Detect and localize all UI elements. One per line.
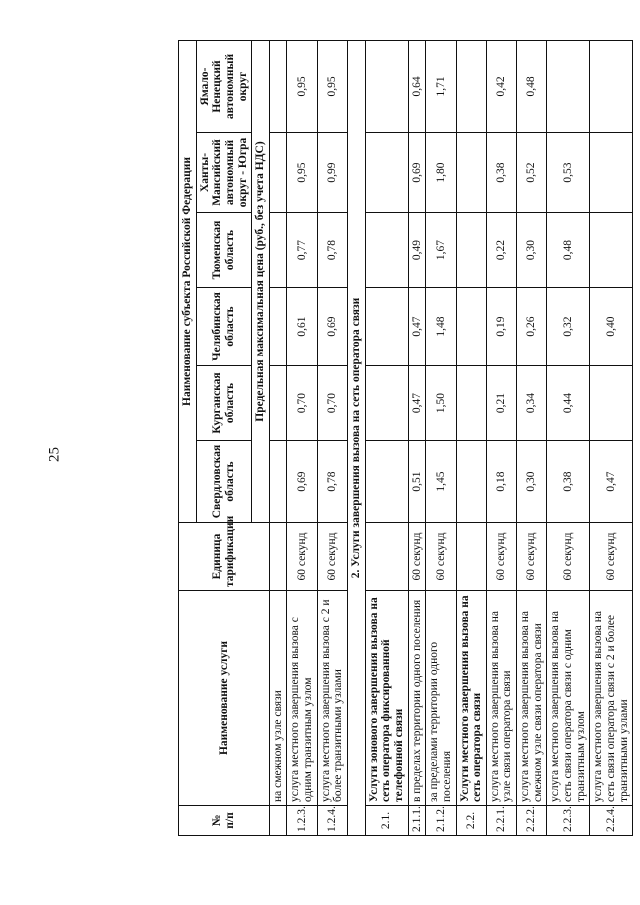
price-value: 0,48 (547, 213, 590, 288)
table-row (408, 40, 426, 835)
price-value: 0,70 (287, 366, 317, 441)
header-subject-chelyabinsk: Челябинская область (196, 288, 252, 366)
header-service: Наименование услуги (179, 591, 270, 806)
price-value: 0,78 (317, 441, 347, 523)
price-value: 0,34 (517, 366, 547, 441)
price-value (590, 133, 633, 213)
price-value: 1,71 (426, 40, 456, 132)
price-value: 0,38 (486, 133, 516, 213)
price-value: 0,26 (517, 288, 547, 366)
table-row (590, 40, 633, 835)
price-value: 0,47 (590, 441, 633, 523)
row-number: 2.1.2. (426, 806, 456, 836)
price-value (365, 288, 408, 366)
price-value (269, 133, 287, 213)
tariff-unit: 60 секунд (517, 523, 547, 591)
header-subject-sverdlovsk: Свердловская область (196, 441, 252, 523)
header-price-note: Предельная максимальная цена (руб., без учета НДС) (252, 40, 270, 522)
header-subject-khmao: Ханты-Мансийский автономный округ - Югра (196, 133, 252, 213)
price-value: 1,50 (426, 366, 456, 441)
tariff-unit: 60 секунд (317, 523, 347, 591)
table-row (365, 40, 408, 835)
price-value: 0,40 (590, 288, 633, 366)
price-value: 0,53 (547, 133, 590, 213)
price-value: 0,95 (317, 40, 347, 132)
price-value: 0,44 (547, 366, 590, 441)
price-value: 0,95 (287, 40, 317, 132)
service-name: услуга местного завершения вызова на сеть связи оператора связи с 2 и более транзитными узлами (590, 591, 633, 806)
price-value: 0,32 (547, 288, 590, 366)
table-row (287, 40, 317, 835)
table-row (426, 40, 456, 835)
section-row (348, 40, 366, 835)
service-name: услуга местного завершения вызова с 2 и более транзитными узлами (317, 591, 347, 806)
tariff-unit (269, 523, 287, 591)
price-value (365, 366, 408, 441)
price-value (269, 441, 287, 523)
rotated-table-frame (178, 41, 635, 836)
tariff-table (178, 40, 633, 836)
price-value: 0,48 (517, 40, 547, 132)
tariff-unit (365, 523, 408, 591)
header-subject-yanao: Ямало-Ненецкий автономный округ (196, 40, 252, 132)
table-row (456, 40, 486, 835)
table-row (547, 40, 590, 835)
tariff-unit: 60 секунд (590, 523, 633, 591)
table-row (486, 40, 516, 835)
price-value: 0,69 (287, 441, 317, 523)
header-subjects-group: Наименование субъекта Российской Федерации (179, 40, 197, 522)
price-value: 1,45 (426, 441, 456, 523)
price-value: 0,64 (408, 40, 426, 132)
price-value (456, 288, 486, 366)
service-name: услуга местного завершения вызова на сеть связи оператора связи с одним транзитным узлом (547, 591, 590, 806)
row-number (269, 806, 287, 836)
header-row-1 (179, 40, 197, 835)
price-value (456, 366, 486, 441)
price-value (365, 441, 408, 523)
header-num: № п/п (179, 806, 270, 836)
table-row (269, 40, 287, 835)
price-value: 1,80 (426, 133, 456, 213)
price-value (590, 366, 633, 441)
price-value: 0,78 (317, 213, 347, 288)
price-value (365, 213, 408, 288)
price-value: 0,49 (408, 213, 426, 288)
price-value (590, 40, 633, 132)
service-name: Услуги местного завершения вызова на сеть оператора связи (456, 591, 486, 806)
price-value: 0,47 (408, 366, 426, 441)
price-value: 0,38 (547, 441, 590, 523)
price-value: 0,30 (517, 213, 547, 288)
price-value (365, 40, 408, 132)
service-name: услуга местного завершения вызова с одним транзитным узлом (287, 591, 317, 806)
page-number: 25 (46, 447, 63, 462)
service-name: услуга местного завершения вызова на узле связи оператора связи (486, 591, 516, 806)
price-value: 1,67 (426, 213, 456, 288)
price-value (456, 40, 486, 132)
tariff-unit: 60 секунд (547, 523, 590, 591)
price-value (269, 40, 287, 132)
price-value (269, 366, 287, 441)
service-name: в пределах территории одного поселения (408, 591, 426, 806)
price-value (456, 133, 486, 213)
price-value (456, 441, 486, 523)
price-value: 0,69 (317, 288, 347, 366)
price-value: 0,30 (517, 441, 547, 523)
service-name: за пределами территории одного поселения (426, 591, 456, 806)
tariff-unit: 60 секунд (426, 523, 456, 591)
price-value (547, 40, 590, 132)
table-row (317, 40, 347, 835)
price-value: 0,47 (408, 288, 426, 366)
row-number: 1.2.4. (317, 806, 347, 836)
price-value: 0,52 (517, 133, 547, 213)
price-value (269, 288, 287, 366)
header-unit: Единица тарификации (179, 523, 270, 591)
row-number: 2.2.3. (547, 806, 590, 836)
price-value: 0,61 (287, 288, 317, 366)
table-row (517, 40, 547, 835)
header-subject-kurgan: Курганская область (196, 366, 252, 441)
price-value: 1,48 (426, 288, 456, 366)
header-subject-tyumen: Тюменская область (196, 213, 252, 288)
price-value: 0,22 (486, 213, 516, 288)
row-number: 2.2.1. (486, 806, 516, 836)
row-number: 1.2.3. (287, 806, 317, 836)
row-number: 2.1. (365, 806, 408, 836)
price-value: 0,21 (486, 366, 516, 441)
price-value (590, 213, 633, 288)
price-value: 0,42 (486, 40, 516, 132)
price-value: 0,99 (317, 133, 347, 213)
tariff-unit: 60 секунд (287, 523, 317, 591)
service-name: на смежном узле связи (269, 591, 287, 806)
service-name: Услуги зонового завершения вызова на сеть оператора фиксированной телефонной связи (365, 591, 408, 806)
table-body (269, 40, 632, 835)
price-value: 0,70 (317, 366, 347, 441)
price-value (365, 133, 408, 213)
price-value: 0,77 (287, 213, 317, 288)
price-value: 0,69 (408, 133, 426, 213)
row-number: 2.2.4. (590, 806, 633, 836)
price-value (456, 213, 486, 288)
tariff-unit: 60 секунд (486, 523, 516, 591)
price-value (269, 213, 287, 288)
price-value: 0,51 (408, 441, 426, 523)
tariff-unit: 60 секунд (408, 523, 426, 591)
service-name: услуга местного завершения вызова на смежном узле связи оператора связи (517, 591, 547, 806)
price-value: 0,18 (486, 441, 516, 523)
section-title: 2. Услуги завершения вызова на сеть оператора связи (348, 40, 366, 835)
row-number: 2.1.1. (408, 806, 426, 836)
tariff-unit (456, 523, 486, 591)
price-value: 0,19 (486, 288, 516, 366)
row-number: 2.2. (456, 806, 486, 836)
price-value: 0,95 (287, 133, 317, 213)
row-number: 2.2.2. (517, 806, 547, 836)
